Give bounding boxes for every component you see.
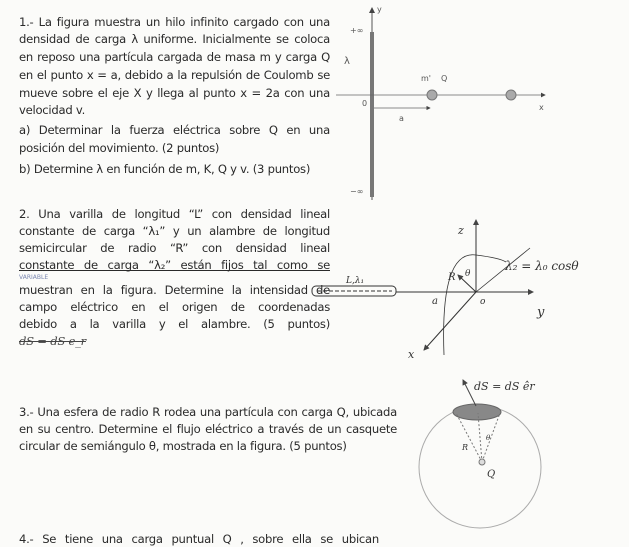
vector-note: dS = dS êr xyxy=(474,380,535,393)
problem1-line: 1.- La figura muestra un hilo infinito cargado con una xyxy=(19,15,330,29)
charged-wire xyxy=(370,32,374,197)
y-label: y xyxy=(537,305,545,320)
problem2-line: constante de carga “λ₂” están fijos tal como se xyxy=(19,258,330,272)
distance-label: a xyxy=(399,114,404,123)
spherical-cap xyxy=(453,404,501,420)
problem4-line: 4.- Se tiene una carga puntual Q , sobre ella se ubican xyxy=(19,532,379,546)
z-label: z xyxy=(458,224,464,237)
semicircular-wire xyxy=(444,255,506,355)
problem2-line: 2. Una varilla de longitud “L” con densidad lineal xyxy=(19,207,330,221)
struck-note: dS = dS e_r xyxy=(19,334,86,348)
charge-point xyxy=(479,459,485,465)
mass-label: m' xyxy=(421,74,431,83)
problem3-line: 3.- Una esfera de radio R rodea una partícula con carga Q, ubicada xyxy=(19,405,397,419)
problem2-line: debido a la varilla y el alambre. (5 puntos) xyxy=(19,317,330,331)
y-label: y xyxy=(377,5,382,14)
density-note: λ₂ = λ₀ cosθ xyxy=(505,259,579,273)
problem1-line: en el punto x = a, debido a la repulsión de Coulomb se xyxy=(19,68,330,82)
problem1-line: densidad de carga λ uniforme. Inicialmente se coloca xyxy=(19,32,330,46)
problem1-part-a: a) Determinar la fuerza eléctrica sobre Q en una xyxy=(19,123,330,137)
figure-3 xyxy=(419,380,541,528)
lambda-label: λ xyxy=(344,56,350,67)
problem1-line: velocidad v. xyxy=(19,103,86,117)
particle-end xyxy=(506,90,516,100)
distance-label: a xyxy=(432,296,438,307)
problem3-line: circular de semiángulo θ, mostrada en la figura. (5 puntos) xyxy=(19,439,347,453)
problem1-line: mueve sobre el eje X y llega al punto x = 2a con una xyxy=(19,86,330,100)
origin-label: 0 xyxy=(362,99,368,108)
problem3-line: en su centro. Determine el flujo eléctrico a través de un casquete xyxy=(19,422,397,436)
radius-label: R xyxy=(462,443,469,452)
sphere xyxy=(419,406,541,528)
problem2-line: muestran en la figura. Determine la intensidad de xyxy=(19,283,330,297)
particle-start xyxy=(427,90,437,100)
origin-label: o xyxy=(480,297,486,307)
angle-label: θ xyxy=(465,269,471,279)
charge-label: Q xyxy=(487,469,496,480)
problem2-line: campo eléctrico en el origen de coordenadas xyxy=(19,300,330,314)
problem2-line: constante de carga “λ₁” y un alambre de longitud xyxy=(19,224,330,238)
problem1-line: en reposo una partícula cargada de masa m y carga Q xyxy=(19,50,330,64)
figure-2 xyxy=(312,220,579,361)
minus-infinity-label: −∞ xyxy=(350,187,364,196)
problem1-part-b: b) Determine λ en función de m, K, Q y v. (3 puntos) xyxy=(19,162,311,176)
x-label: x xyxy=(539,103,544,112)
figure-1 xyxy=(336,5,545,200)
cone-edge xyxy=(482,413,500,462)
angle-label: θ xyxy=(486,434,491,442)
problem1-part-a: posición del movimiento. (2 puntos) xyxy=(19,141,220,155)
radius-label: R xyxy=(448,272,456,283)
problem2-line: semicircular de radio “R” con densidad lineal xyxy=(19,241,330,255)
x-label: x xyxy=(408,348,415,361)
handwritten-annotation: VARIABLE xyxy=(19,274,49,281)
rod-label: L,λ₁ xyxy=(346,276,365,286)
charge-label: Q xyxy=(441,74,448,83)
plus-infinity-label: +∞ xyxy=(350,26,364,35)
